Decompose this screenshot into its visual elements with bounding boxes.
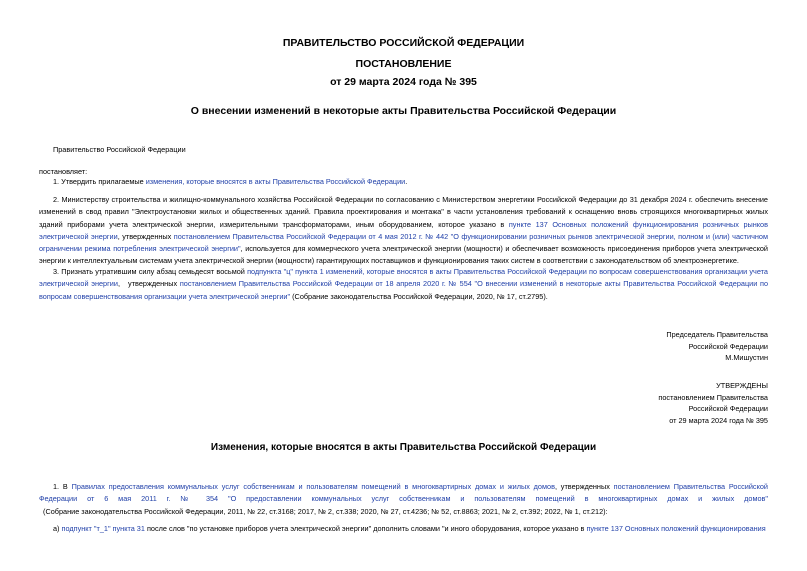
link-subpoint-t1[interactable]: подпункт "т_1" пункта 31: [61, 524, 145, 533]
doc-title: О внесении изменений в некоторые акты Правительства Российской Федерации: [190, 105, 617, 117]
approved-block: [658, 380, 768, 426]
link-resolution-442[interactable]: постановлением Правительства Российской Федерации от 4 мая 2012 г. № 442 "О функционировании розничных рынков электрической энергии, полном и (или) частичном ограничении режима потребления электрической энергии": [39, 231, 768, 254]
link-rules-354[interactable]: Правилах предоставления коммунальных услуг собственникам и пользователям помещений в многоквартирных домах и жилых домов: [71, 482, 555, 491]
link-point-137-b[interactable]: пункте 137 Основных положений функционирования: [586, 524, 766, 533]
approved-line: Российской Федерации: [688, 404, 768, 413]
link-subpoint-ts[interactable]: подпункта "ц" пункта 1 изменений, которые вносятся в акты Правительства Российской Федерации по вопросам совершенствования организации учета электрической энергии: [39, 267, 768, 289]
change-1a: а) подпункт "т_1" пункта 31 после слов "по установке приборов учета электрической энергии" дополнить словами "и иного оборудования, которое указано в пункте 137 Основных положений функционирования: [53, 524, 766, 533]
paragraph-2: 2. Министерству строительства и жилищно-коммунального хозяйства Российской Федерации по согласованию с Министерством энергетики Российской Федерации до 31 декабря 2024 г. обеспечить внесение изменений в свод правил "Электроустановки жилых и общественных зданий. Правила проектирования и монтажа" в части установления требований к оснащению вновь строящихся многоквартирных жилых зданий приборами учета электрической энергии, измерительными трансформаторами, иным оборудованием, которое указано в пункте 137 Основных положений функционирования розничных рынков электрической энергии, утвержденных постановлением Правительства Российской Федерации от 4 мая 2012 г. № 442 "О функционировании розничных рынков электрической энергии, полном и (или) частичном ограничении режима потребления электрической энергии", используется для коммерческого учета электрической энергии (мощности) и обеспечивает возможность присоединения приборов учета электрической энергии к интеллектуальным системам учета электрической энергии (мощности) гарантирующих поставщиков и функционирования таких систем в соответствии с законодательством об электроэнергетике.: [39, 195, 768, 266]
approved-line: постановлением Правительства: [658, 392, 768, 402]
paragraph-3: 3. Признать утратившим силу абзац семьдесят восьмой подпункта "ц" пункта 1 изменений, которые вносятся в акты Правительства Российской Федерации по вопросам совершенствования организации учета электрической энергии, утвержденных постановлением Правительства Российской Федерации от 18 апреля 2020 г. № 554 "О внесении изменений в некоторые акты Правительства Российской Федерации по вопросам совершенствования организации учета электрической энергии" (Собрание законодательства Российской Федерации, 2020, № 17, ст.2795).: [39, 267, 769, 301]
paragraph-1: 1. Утвердить прилагаемые изменения, которые вносятся в акты Правительства Российской Федерации.: [53, 177, 408, 186]
issuer: Правительство Российской Федерации: [53, 145, 186, 154]
doc-date-number: от 29 марта 2024 года № 395: [330, 76, 477, 88]
signature-line: Российской Федерации: [688, 341, 768, 351]
link-point-137[interactable]: пункте 137 Основных положений функционирования розничных рынков электрической энергии: [39, 219, 768, 241]
changes-title: Изменения, которые вносятся в акты Правительства Российской Федерации: [210, 442, 597, 453]
link-changes[interactable]: изменения, которые вносятся в акты Правительства Российской Федерации: [145, 177, 406, 186]
signature-line: М.Мишустин: [725, 353, 768, 362]
approved-line: УТВЕРЖДЕНЫ: [716, 381, 768, 390]
signature-block: [666, 329, 768, 364]
resolves: постановляет:: [39, 167, 88, 176]
link-resolution-354[interactable]: постановлением Правительства Российской Федерации от 6 мая 2011 г. № 354 "О предоставлении коммунальных услуг собственникам и пользователям помещений в многоквартирных домах и жилых домов": [39, 482, 768, 504]
signature-line: Председатель Правительства: [666, 330, 768, 339]
link-resolution-554[interactable]: постановлением Правительства Российской Федерации от 18 апреля 2020 г. № 554 "О внесении изменений в некоторые акты Правительства Российской Федерации по вопросам совершенствования организации учета электрической энергии": [39, 279, 769, 301]
doc-government: ПРАВИТЕЛЬСТВО РОССИЙСКОЙ ФЕДЕРАЦИИ: [282, 37, 525, 49]
change-1: 1. В Правилах предоставления коммунальных услуг собственникам и пользователям помещений в многоквартирных домах и жилых домов, утвержденных постановлением Правительства Российской Федерации от 6 мая 2011 г. № 354 "О предоставлении коммунальных услуг собственникам и пользователям помещений в многоквартирных домах и жилых домов" (Собрание законодательства Российской Федерации, 2011, № 22, ст.3168; 2017, № 2, ст.338; 2020, № 27, ст.4236; № 52, ст.8863; 2021, № 2, ст.392; 2022, № 1, ст.212):: [39, 482, 768, 516]
doc-type: ПОСТАНОВЛЕНИЕ: [355, 58, 452, 70]
approved-line: от 29 марта 2024 года № 395: [669, 415, 768, 425]
